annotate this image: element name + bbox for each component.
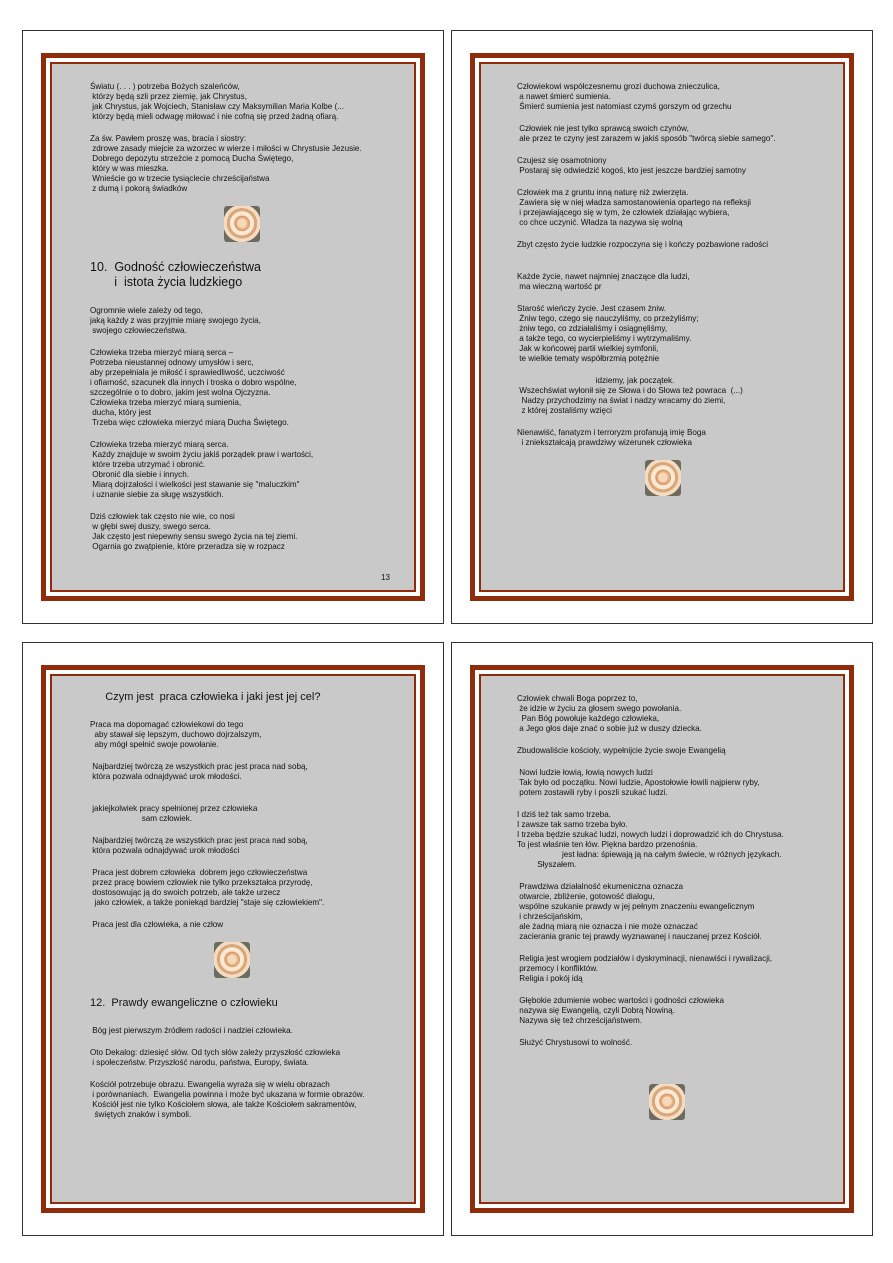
text-block: Prawdziwa działalność ekumeniczna oznacza otwarcie, zbliżenie, gotowość dialogu, wspólne szukanie prawdy w jej pełnym znaczeniu ewangelicznym i chrześcijańskim, ale żadną miarą nie oznacza i nie może oznaczać zacierania granic tej prawdy wyznawanej i nauczanej przez Kościół.: [519, 882, 762, 941]
text-block: Światu (. . . ) potrzeba Bożych szaleńców, którzy będą szli przez ziemię, jak Chrystus, jak Chrystus, jak Wojciech, Stanisław czy Maksymilian Maria Kolbe (... którzy będą mieli odwagę miłować i nie cofną się przed żadną ofiarą.: [90, 82, 344, 121]
section-heading: 12. Prawdy ewangeliczne o człowieku: [90, 997, 278, 1009]
text-block: Dziś człowiek tak często nie wie, co nosi w głębi swej duszy, swego serca. Jak często jest niepewny sensu swego życia na tej ziemi. Ogarnia go zwątpienie, które przeradza się w rozpacz: [90, 512, 298, 551]
page-frame: [41, 53, 425, 601]
text-block: Starość wieńczy życie. Jest czasem żniw. Żniw tego, czego się nauczyliśmy, co przeżyliśmy; żniw tego, co zdziałaliśmy i osiągnęliśmy, a także tego, co wycierpieliśmy i wytrzymaliśmy. Jak w końcowej partii wielkiej symfonii, te wielkie tematy współbrzmią potężnie: [517, 304, 699, 363]
text-block: Nowi ludzie łowią, łowią nowych ludzi Tak było od początku. Nowi ludzie, Apostołowie łowili najpierw ryby, potem zostawili ryby i poszli szukać ludzi.: [519, 768, 760, 797]
text-block: Głębokie zdumienie wobec wartości i godności człowieka nazywa się Ewangelią, czyli Dobrą Nowiną. Nazywa się też chrześcijaństwem.: [519, 996, 724, 1025]
page-frame: [41, 665, 425, 1213]
text-block: Najbardziej twórczą ze wszystkich prac jest praca nad sobą, która pozwala odnajdywać urok młodości: [92, 836, 308, 855]
text-block: Najbardziej twórczą ze wszystkich prac jest praca nad sobą, która pozwala odnajdywać urok młodości.: [92, 762, 308, 781]
page-frame: [470, 53, 854, 601]
text-block: Praca ma dopomagać człowiekowi do tego aby stawał się lepszym, duchowo dojrzalszym, aby mógł spełnić swoje powołanie.: [90, 720, 262, 749]
page-inner: [50, 674, 416, 1204]
text-block: Człowiek chwali Boga poprzez to, że idzie w życiu za głosem swego powołania. Pan Bóg powołuje każdego człowieka, a Jego głos daje znać o sobie już w duszy dziecka.: [517, 694, 702, 733]
text-block: Zbudowaliście kościoły, wypełnijcie życie swoje Ewangelią: [517, 746, 726, 755]
text-block: Człowiek nie jest tylko sprawcą swoich czynów, ale przez te czyny jest zarazem w jakiś sposób "twórcą siebie samego".: [519, 124, 776, 143]
page-3: [22, 642, 444, 1236]
text-block: Służyć Chrystusowi to wolność.: [517, 1038, 633, 1047]
page-inner: [50, 62, 416, 592]
page-4: [451, 642, 873, 1236]
page-number: 13: [381, 573, 390, 582]
page-1: [22, 30, 444, 624]
text-block: Bóg jest pierwszym źródłem radości i nadziei człowieka.: [90, 1026, 293, 1035]
page-inner: [479, 62, 845, 592]
text-block: Człowiekowi współczesnemu grozi duchowa znieczulica, a nawet śmierć sumienia. Śmierć sumienia jest natomiast czymś gorszym od grzechu: [517, 82, 732, 111]
text-block: I dziś też tak samo trzeba. I zawsze tak samo trzeba było. I trzeba będzie szukać ludzi, nowych ludzi i doprowadzić ich do Chrystusa. To jest właśnie ten łów. Piękna bardzo przenośnia. jest ładna: śpiewają ją na całym świecie, w różnych językach. Słyszałem.: [517, 810, 784, 869]
page-inner: [479, 674, 845, 1204]
text-block: Człowieka trzeba mierzyć miarą serca – Potrzeba nieustannej odnowy umysłów i serc, aby przepełniała je miłość i sprawiedliwość, uczciwość i ofiarność, szacunek dla innych i troska o dobro wspólne, szczególnie o to dobro, jakim jest wolna Ojczyzna. Człowieka trzeba mierzyć miarą sumienia, ducha, który jest Trzeba więc człowieka mierzyć miarą Ducha Świętego.: [90, 348, 297, 427]
text-block: Kościół potrzebuje obrazu. Ewangelia wyraża się w wielu obrazach i porównaniach. Ewangelia powinna i może być ukazana w formie obrazów. Kościół jest nie tylko Kościołem słowa, ale także Kościołem sakramentów, świętych znaków i symboli.: [90, 1080, 365, 1119]
rose-image: [649, 1084, 685, 1120]
text-block: Nienawiść, fanatyzm i terroryzm profanują imię Boga i zniekształcają prawdziwy wizerunek człowieka: [517, 428, 706, 447]
page-content: [517, 82, 823, 514]
text-block: Ogromnie wiele zależy od tego, jaką każdy z was przyjmie miarę swojego życia, swojego człowieczeństwa.: [90, 306, 261, 335]
text-block: Człowiek ma z gruntu inną naturę niż zwierzęta. Zawiera się w niej władza samostanowienia opartego na refleksji i przejawiającego się w tym, że człowiek działając wybiera, co chce uczynić. Władza ta nazywa się wolną: [517, 188, 751, 227]
text-block: Czujesz się osamotniony Postaraj się odwiedzić kogoś, kto jest jeszcze bardziej samotny: [517, 156, 746, 175]
text-block: Praca jest dobrem człowieka dobrem jego człowieczeństwa przez pracę bowiem człowiek nie tylko przekształca przyrodę, dostosowując ją do swoich potrzeb, ale także urzecz jako człowiek, a także poniekąd bardziej "staje się człowiekiem".: [92, 868, 325, 907]
page-2: [451, 30, 873, 624]
section-heading: 10. Godność człowieczeństwa i istota życia ludzkiego: [90, 260, 261, 289]
rose-image: [224, 206, 260, 242]
text-block: Religia jest wrogiem podziałów i dyskryminacji, nienawiści i rywalizacji, przemocy i konfliktów. Religia i pokój idą: [519, 954, 773, 983]
page-content: [90, 82, 394, 564]
page-content: [90, 690, 394, 1132]
text-block: Za św. Pawłem proszę was, bracia i siostry: zdrowe zasady miejcie za wzorzec w wierze i miłości w Chrystusie Jezusie. Dobrego depozytu strzeżcie z pomocą Ducha Świętego, który w was mieszka. Wnieście go w trzecie tysiąclecie chrześcijaństwa z dumą i pokorą świadków: [90, 134, 362, 193]
text-block: Zbyt często życie ludzkie rozpoczyna się i kończy pozbawione radości: [517, 240, 769, 249]
page-content: [517, 694, 823, 1138]
section-heading: Czym jest praca człowieka i jaki jest jej cel?: [90, 691, 321, 703]
text-block: Praca jest dla człowieka, a nie człow: [90, 920, 224, 929]
page-frame: [470, 665, 854, 1213]
text-block: Oto Dekalog: dziesięć słów. Od tych słów zależy przyszłość człowieka i społeczeństw. Przyszłość narodu, państwa, Europy, świata.: [90, 1048, 341, 1067]
text-block: jakiejkolwiek pracy spełnionej przez człowieka sam człowiek.: [92, 804, 258, 823]
text-block: Człowieka trzeba mierzyć miarą serca. Każdy znajduje w swoim życiu jakiś porządek praw i wartości, które trzeba utrzymać i obronić. Obronić dla siebie i innych. Miarą dojrzałości i wielkości jest stawanie się "maluczkim" i uznanie siebie za sługę wszystkich.: [90, 440, 314, 499]
rose-image: [645, 460, 681, 496]
text-block: idziemy, jak początek. Wszechświat wyłonił się ze Słowa i do Słowa też powraca (...) Nadzy przychodzimy na świat i nadzy wracamy do ziemi, z której zostaliśmy wzięci: [519, 376, 743, 415]
rose-image: [214, 942, 250, 978]
text-block: Każde życie, nawet najmniej znaczące dla ludzi, ma wieczną wartość pr: [517, 272, 690, 291]
